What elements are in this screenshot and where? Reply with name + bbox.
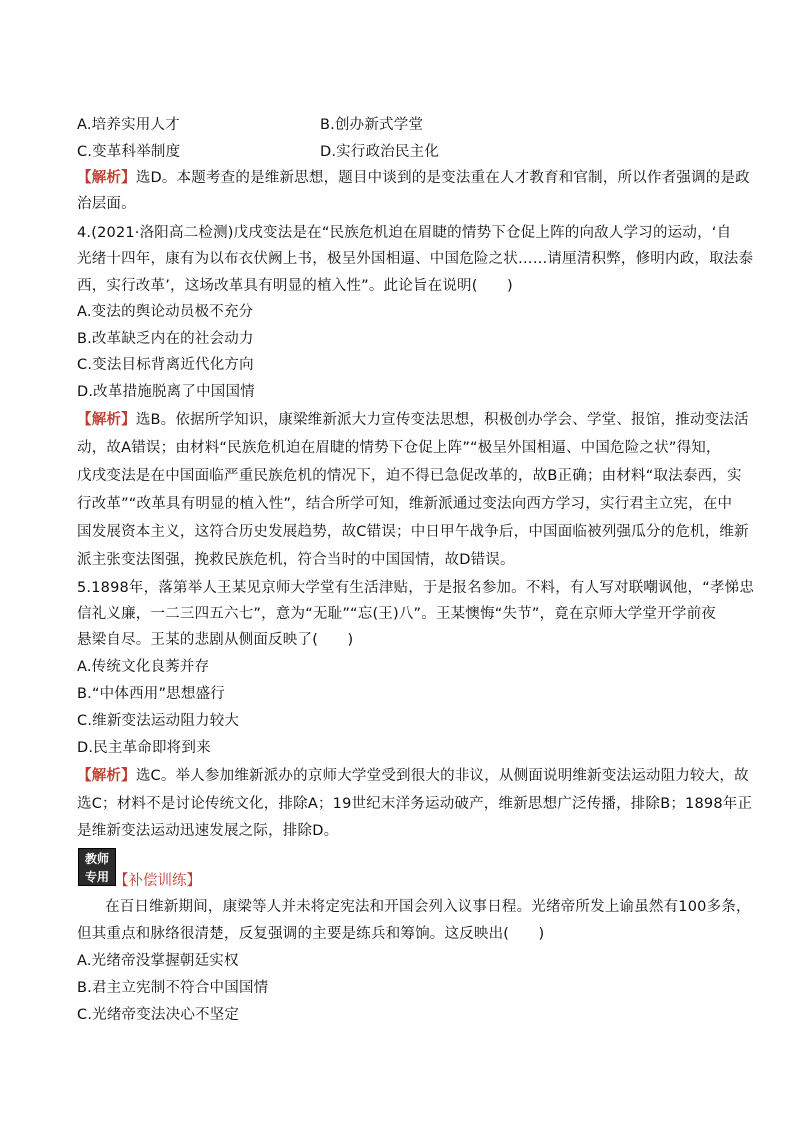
q4-analysis-line2: 动，故A错误；由材料“民族危机迫在眉睫的情势下仓促上阵”“极呈外国相逼、中国危险之状”得知， (77, 440, 721, 456)
q4-option-c: C.变法目标背离近代化方向 (77, 357, 254, 373)
q3-option-c: C.变革科举制度 (77, 144, 181, 160)
q3-analysis-line2: 治层面。 (77, 196, 136, 212)
q5-option-c: C.维新变法运动阻力较大 (77, 713, 240, 729)
extra-stem-line2: 但其重点和脉络很清楚，反复强调的主要是练兵和筹饷。这反映出( ) (77, 926, 545, 942)
q4-analysis-line3: 戊戌变法是在中国面临严重民族危机的情况下，迫不得已急促改革的，故B正确；由材料“取法泰西，实 (77, 468, 742, 484)
q4-option-d: D.改革措施脱离了中国国情 (77, 384, 255, 400)
q3-option-a: A.培养实用人才 (77, 117, 180, 133)
q5-stem-line1: 5.1898年，落第举人王某见京师大学堂有生活津贴，于是报名参加。不料，有人写对联嘲讽他，“孝悌忠 (77, 580, 755, 596)
q5-analysis-line1 (77, 766, 749, 786)
q3-options-row1 (77, 115, 717, 135)
analysis-tag: 【解析】 (77, 768, 136, 784)
q4-stem-line2: 光绪十四年，康有为以布衣伏阙上书，极呈外国相逼、中国危险之状……请厘清积弊，修明内政，取法泰 (77, 251, 754, 267)
q3-options-row2 (77, 142, 717, 162)
extra-option-a: A.光绪帝没掌握朝廷实权 (77, 953, 239, 969)
q5-analysis-line2: 选C；材料不是讨论传统文化，排除A；19世纪末洋务运动破产，维新思想广泛传播，排除B；1898年正 (77, 796, 753, 812)
q4-analysis-line4: 行改革”“改革具有明显的植入性”，结合所学可知，维新派通过变法向西方学习，实行君主立宪，在中 (77, 496, 733, 512)
q5-stem-line3: 悬梁自尽。王某的悲剧从侧面反映了( ) (77, 632, 354, 648)
q4-option-b: B.改革缺乏内在的社会动力 (77, 331, 254, 347)
extra-option-b: B.君主立宪制不符合中国国情 (77, 980, 269, 996)
q5-option-d: D.民主革命即将到来 (77, 740, 211, 756)
extra-stem-line1: 在百日维新期间，康梁等人并未将定宪法和开国会列入议事日程。光绪帝所发上谕虽然有100多条， (105, 899, 751, 915)
q5-option-b: B.“中体西用”思想盛行 (77, 686, 225, 702)
q3-option-d: D.实行政治民主化 (320, 144, 440, 160)
badge-top-text: 教师 (84, 852, 109, 866)
q5-option-a: A.传统文化良莠并存 (77, 659, 210, 675)
q3-option-b: B.创办新式学堂 (320, 117, 424, 133)
analysis-text: 选C。举人参加维新派办的京师大学堂受到很大的非议，从侧面说明维新变法运动阻力较大，故 (135, 768, 749, 784)
compensate-training-title: 【补偿训练】 (114, 873, 201, 889)
q5-analysis-line3: 是维新变法运动迅速发展之际，排除D。 (77, 823, 339, 839)
analysis-text: 选B。依据所学知识，康梁维新派大力宣传变法思想，积极创办学会、学堂、报馆，推动变法活 (135, 412, 749, 428)
q4-analysis-line6: 派主张变法图强，挽救民族危机，符合当时的中国国情，故D错误。 (77, 552, 515, 568)
extra-option-c: C.光绪帝变法决心不坚定 (77, 1007, 240, 1023)
teacher-only-badge (78, 848, 116, 886)
q4-analysis-line1 (77, 410, 749, 430)
q4-stem-line1: 4.(2021·洛阳高二检测)戊戌变法是在“民族危机迫在眉睫的情势下仓促上阵的向敌人学习的运动，‘自 (77, 225, 732, 241)
q4-stem-line3: 西，实行改革’，这场改革具有明显的植入性”。此论旨在说明( ) (77, 278, 513, 294)
analysis-tag: 【解析】 (77, 412, 136, 428)
analysis-tag: 【解析】 (77, 170, 136, 186)
q4-option-a: A.变法的舆论动员极不充分 (77, 304, 254, 320)
q3-analysis-line1 (77, 168, 750, 188)
badge-bottom-text: 专用 (84, 870, 109, 884)
q5-stem-line2: 信礼义廉，一二三四五六七”，意为“无耻”“忘(王)八”。王某懊悔“失节”，竟在京师大学堂开学前夜 (77, 606, 716, 622)
q4-analysis-line5: 国发展资本主义，这符合历史发展趋势，故C错误；中日甲午战争后，中国面临被列强瓜分的危机，维新 (77, 524, 749, 540)
analysis-text: 选D。本题考查的是维新思想，题目中谈到的是变法重在人才教育和官制，所以作者强调的是政 (135, 170, 750, 186)
